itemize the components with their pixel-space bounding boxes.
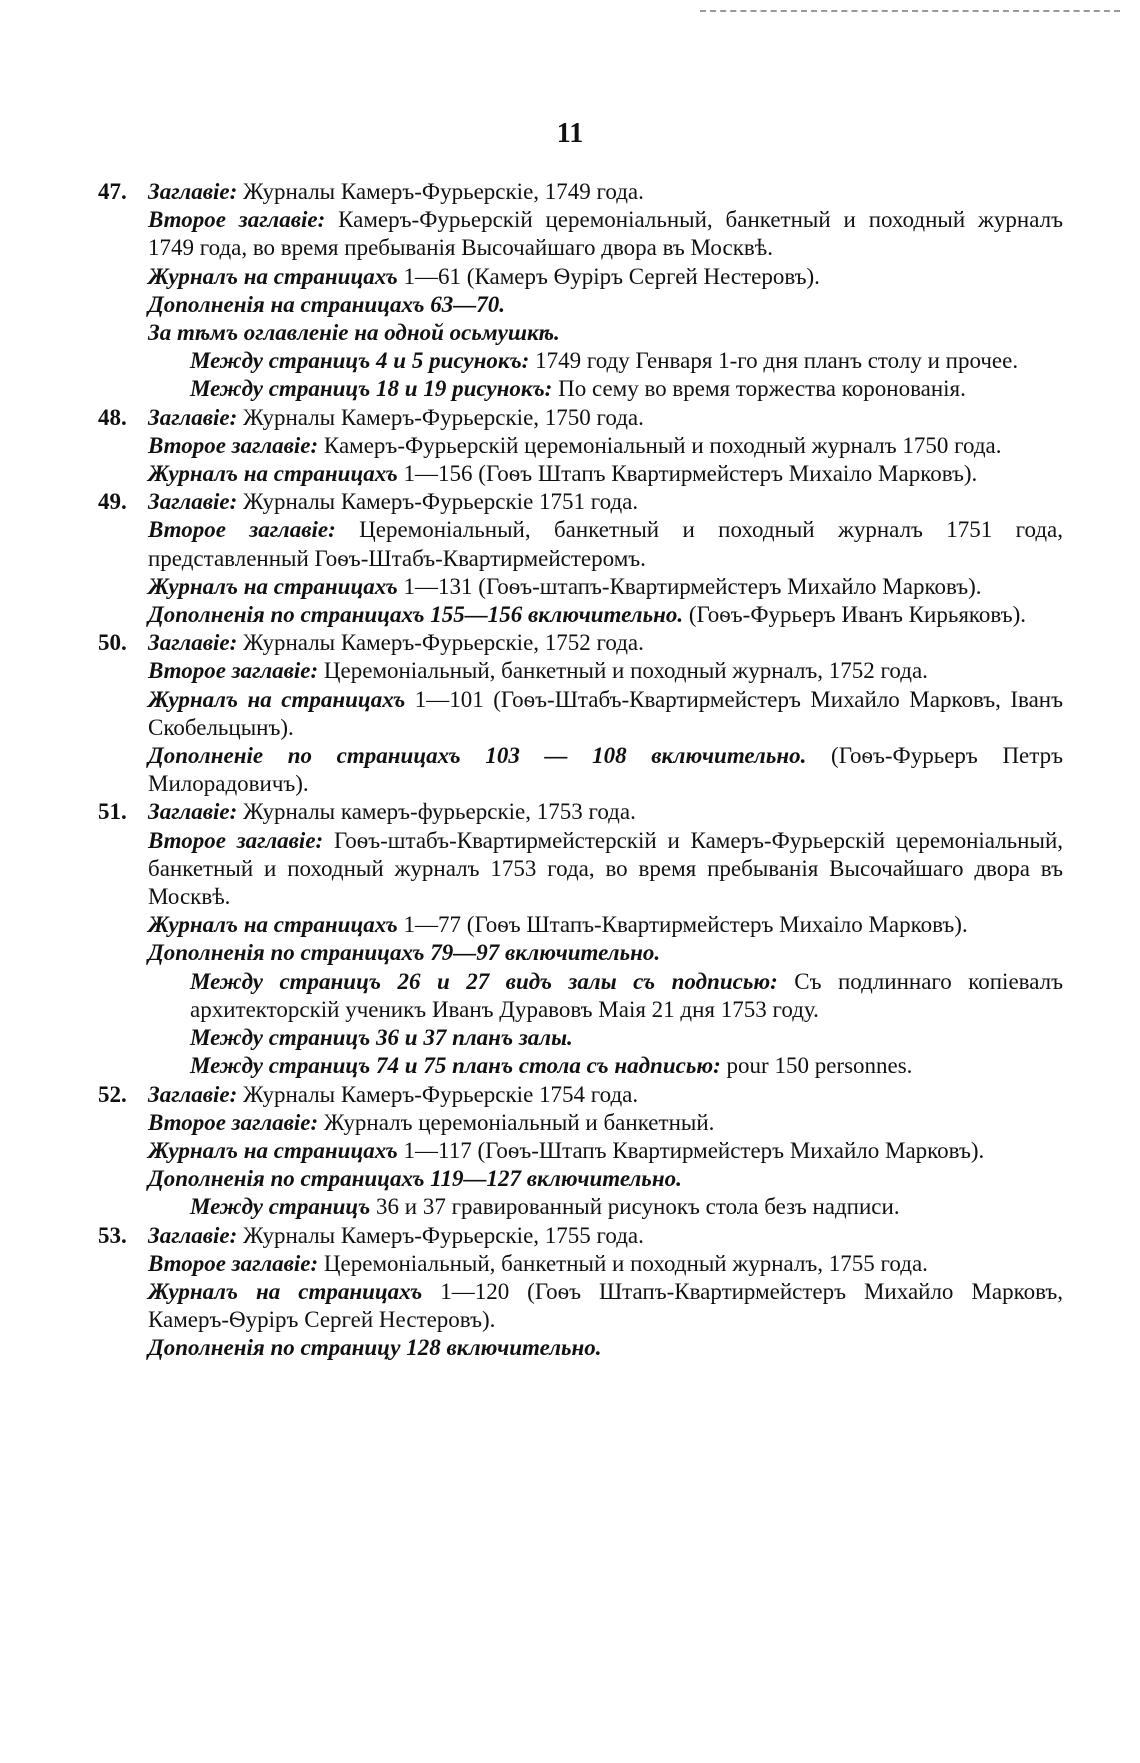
entry-line [148,1278,1063,1334]
entry-line-label: Между страницъ 4 и 5 рисунокъ: [190,348,530,374]
entry-line [148,629,1063,657]
entry-line-text: (Гоѳъ-Фурьеръ Иванъ Кирьяковъ). [683,602,1026,628]
entry-line-text: Журналы Камеръ-Фурьерскіе, 1755 года. [237,1222,644,1248]
entry-number: 50. [98,630,127,656]
catalog-entries [98,178,1063,1363]
entry-line-label: За тѣмъ оглавленіе на одной осьмушкѣ. [148,320,560,346]
entry-line-label: Между страницъ 36 и 37 планъ залы. [190,1025,573,1051]
entry-line-text: 1—120 (Гоѳъ Штапъ-Квартирмейстеръ Михайло Марковъ, Камеръ-Ѳуріръ Сергей Нестеровъ). [148,1278,1063,1333]
entry-line-label: Журналъ на страницахъ [148,1137,398,1163]
entry-line-text: 1—101 (Гоѳъ-Штабъ-Квартирмейстеръ Михайло Марковъ, Іванъ Скобельцынъ). [148,686,1063,740]
scan-edge-rule [700,10,1120,14]
entry-line [148,798,1063,826]
entry-line [148,1222,1063,1250]
entry-line [148,686,1063,742]
entry-line [148,404,1063,432]
entry-line-text: Журналы Камеръ-Фурьерскіе, 1752 года. [237,630,644,656]
entry-line [148,827,1063,912]
entry-line-text: По сему во время торжества коронованія. [552,376,966,402]
entry-line-label: Журналъ на страницахъ [148,263,398,289]
entry-line [148,460,1063,488]
entry-line-label: Заглавіе: [148,404,238,430]
entry-line-label: Между страницъ 74 и 75 планъ стола съ надписью: [190,1053,721,1079]
entry-line-text: Журналы Камеръ-Фурьерскіе 1754 года. [237,1081,639,1107]
entry-line-label: Второе заглавіе: [148,827,324,853]
entry-line [190,347,1063,375]
entry-line-label: Журналъ на страницахъ [148,461,398,487]
entry-line-label: Между страницъ 18 и 19 рисунокъ: [190,376,553,402]
entry-line [148,488,1063,516]
entry-line-text: 1749 году Генваря 1-го дня планъ столу и прочее. [529,348,1019,374]
entry-line-text: Гоѳъ-штабъ-Квартирмейстерскій и Камеръ-Фурьерскій церемоніальный, банкетный и походный журналъ 1753 года, во время пребыванія Высочайшаго двора въ Москвѣ. [148,827,1063,910]
entry-line [148,1109,1063,1137]
entry-line [148,516,1063,572]
entry-line-label: Дополненія по страницу 128 включительно. [148,1335,602,1361]
entry-line-text: Церемоніальный, банкетный и походный журналъ 1751 года, представленный Гоѳъ-Штабъ-Квартирмейстеромъ. [148,517,1064,571]
page-number: 11 [556,118,584,149]
entry-line [148,206,1063,262]
catalog-entry [98,1222,1063,1363]
entry-line-label: Заглавіе: [148,1222,238,1248]
entry-line-text: Журналы Камеръ-Фурьерскіе 1751 года. [237,489,639,515]
entry-line-text: Камеръ-Фурьерскій церемоніальный, банкетный и походный журналъ 1749 года, во время пребыванія Высочайшаго двора въ Москвѣ. [148,207,1063,261]
catalog-entry [98,404,1063,489]
entry-line-text: Журналы Камеръ-Фурьерскіе, 1750 года. [237,404,644,430]
entry-line-text: Церемоніальный, банкетный и походный журналъ, 1752 года. [318,658,928,684]
entry-line [190,1052,1063,1080]
entry-number: 47. [98,179,127,204]
entry-line-label: Заглавіе: [148,489,238,515]
entry-line [148,1334,1063,1362]
entry-line-text: 1—61 (Камеръ Ѳуріръ Сергей Нестеровъ). [397,263,820,289]
entry-line-label: Журналъ на страницахъ [148,573,398,599]
entry-line [190,968,1063,1024]
entry-line-text: 1—131 (Гоѳъ-штапъ-Квартирмейстеръ Михайло Марковъ). [397,573,982,599]
catalog-entry [98,798,1063,1080]
entry-line [190,1193,1063,1221]
entry-line-label: Дополненіе по страницахъ 103 — 108 включительно. [148,743,807,769]
entry-line [190,1024,1063,1052]
entry-line-text: 36 и 37 гравированный рисунокъ стола безъ надписи. [370,1194,900,1220]
entry-line-label: Второе заглавіе: [148,1109,319,1135]
entry-line [148,1250,1063,1278]
entry-number: 53. [98,1222,127,1248]
entry-line [148,911,1063,939]
entry-line-label: Второе заглавіе: [148,517,336,543]
entry-line [148,742,1063,798]
entry-line-text: Камеръ-Фурьерскій церемоніальный и походный журналъ 1750 года. [318,432,1002,458]
entry-line-text: Церемоніальный, банкетный и походный журналъ, 1755 года. [318,1250,928,1276]
entry-line-text: pour 150 personnes. [720,1053,913,1079]
entry-line-label: Второе заглавіе: [148,658,319,684]
entry-line [148,573,1063,601]
entry-line [148,319,1063,347]
entry-line-label: Заглавіе: [148,630,238,656]
entry-line [148,291,1063,319]
entry-line [148,939,1063,967]
entry-line-label: Второе заглавіе: [148,1250,319,1276]
entry-number: 49. [98,489,127,515]
entry-line-label: Заглавіе: [148,179,238,204]
entry-line-text: Журналъ церемоніальный и банкетный. [318,1109,715,1135]
catalog-entry [98,629,1063,798]
entry-line-label: Заглавіе: [148,1081,238,1107]
entry-line-label: Дополненія по страницахъ 155—156 включительно. [148,602,684,628]
catalog-entry [98,1081,1063,1222]
entry-line [190,375,1063,403]
entry-line-label: Журналъ на страницахъ [148,1278,423,1304]
entry-line-text: 1—117 (Гоѳъ-Штапъ Квартирмейстеръ Михайло Марковъ). [397,1137,985,1163]
entry-line [148,432,1063,460]
entry-number: 52. [98,1081,127,1107]
entry-line [148,657,1063,685]
entry-line-label: Второе заглавіе: [148,207,326,233]
entry-line-text: Съ подлиннаго копіевалъ архитекторскій ученикъ Иванъ Дуравовъ Маія 21 дня 1753 году. [190,968,1063,1022]
entry-line-text: Журналы камеръ-фурьерскіе, 1753 года. [237,799,636,825]
entry-line-label: Дополненія по страницахъ 119—127 включительно. [148,1166,682,1192]
entry-line-label: Второе заглавіе: [148,432,319,458]
entry-line [148,178,1063,206]
entry-line-label: Журналъ на страницахъ [148,686,406,712]
entry-line-text: 1—77 (Гоѳъ Штапъ-Квартирмейстеръ Михаіло Марковъ). [397,912,968,938]
entry-number: 48. [98,404,127,430]
entry-line-label: Заглавіе: [148,799,238,825]
entry-line-text: Журналы Камеръ-Фурьерскіе, 1749 года. [237,179,644,204]
entry-line [148,263,1063,291]
entry-line-label: Дополненія по страницахъ 79—97 включительно. [148,940,661,966]
catalog-entry [98,178,1063,404]
entry-line-text: (Гоѳъ-Фурьеръ Петръ Милорадовичъ). [148,743,1063,797]
catalog-entry [98,488,1063,629]
entry-line [148,601,1063,629]
entry-line-text: 1—156 (Гоѳъ Штапъ Квартирмейстеръ Михаіло Марковъ). [397,461,978,487]
entry-number: 51. [98,799,127,825]
entry-line-label: Между страницъ 26 и 27 видъ залы съ подписью: [190,968,778,994]
entry-line-label: Между страницъ [190,1194,371,1220]
entry-line [148,1081,1063,1109]
entry-line-label: Журналъ на страницахъ [148,912,398,938]
entry-line-label: Дополненія на страницахъ 63—70. [148,291,505,317]
entry-line [148,1165,1063,1193]
entry-line [148,1137,1063,1165]
